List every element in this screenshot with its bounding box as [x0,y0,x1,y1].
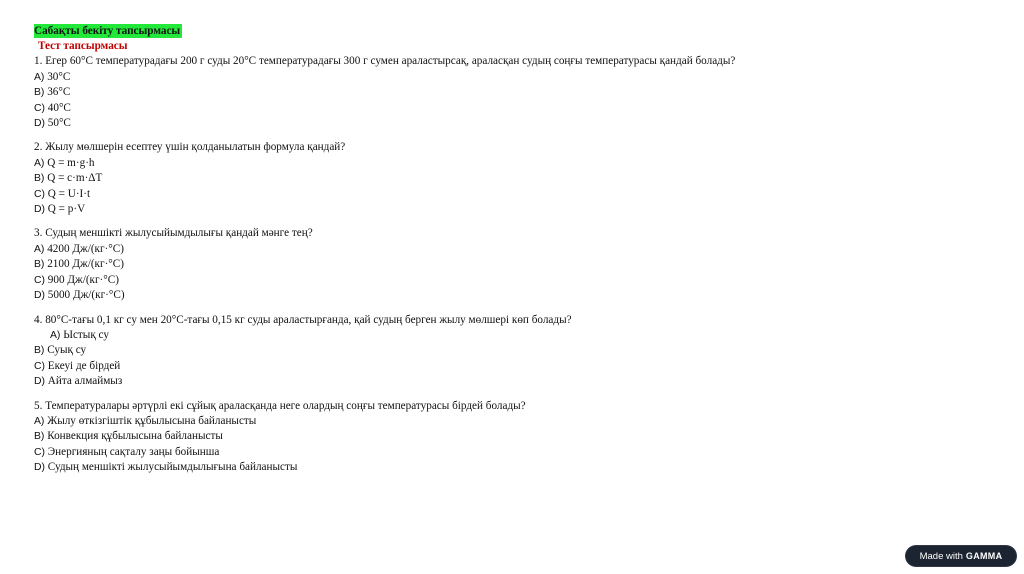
option-c [34,359,794,374]
option-text: Екеуі де бірдей [44,359,121,372]
option-b [34,429,794,444]
option-d [34,460,794,475]
option-a [34,242,794,257]
slide-content [34,24,794,476]
option-a [34,414,794,429]
option-letter: D) [34,376,45,388]
option-d [34,202,794,217]
option-a [34,328,794,343]
option-text: Q = m·g·h [44,156,95,169]
question-3 [34,226,794,303]
option-text: Энергияның сақталу заңы бойынша [44,445,220,458]
option-letter: B) [34,87,45,99]
option-text: Q = p·V [44,203,86,216]
option-text: Конвекция құбылысына байланысты [44,430,223,443]
question-1 [34,54,794,131]
option-letter: C) [34,102,45,114]
option-letter: A) [50,329,61,341]
question-text: 4. 80°C-тағы 0,1 кг су мен 20°C-тағы 0,15 кг суды араластырғанда, қай судың берген жылу мөлшері көп болады? [34,313,572,326]
option-c [34,273,794,288]
option-text: Суық су [44,344,87,357]
option-a [34,156,794,171]
option-letter: C) [34,360,45,372]
option-b [34,171,794,186]
badge-prefix: Made with [919,550,963,562]
option-text: Q = c·m·ΔT [44,172,103,185]
option-text: Судың меншікті жылусыйымдылығына байланысты [44,461,298,474]
question-text: 1. Егер 60°C температурадағы 200 г суды 20°C температурадағы 300 г сумен араластырсақ, араласқан судың соңғы температурасы қандай болады? [34,55,736,68]
option-c [34,187,794,202]
option-letter: B) [34,173,45,185]
option-letter: D) [34,462,45,474]
option-text: 5000 Дж/(кг·°C) [44,289,125,302]
option-letter: C) [34,446,45,458]
option-b [34,343,794,358]
option-letter: A) [34,243,45,255]
option-text: 50°C [44,117,71,130]
option-text: Жылу өткізгіштік құбылысына байланысты [44,414,257,427]
option-c [34,445,794,460]
question-text: 5. Температуралары әртүрлі екі сұйық араласқанда неге олардың соңғы температурасы бірдей болады? [34,399,526,412]
slide-title: Сабақты бекіту тапсырмасы [34,25,181,37]
option-text: 36°C [44,86,71,99]
question-2 [34,140,794,217]
option-d [34,116,794,131]
slide-subtitle: Тест тапсырмасы [38,40,128,53]
option-a [34,70,794,85]
option-letter: A) [34,157,45,169]
option-letter: B) [34,431,45,443]
option-letter: B) [34,345,45,357]
option-letter: D) [34,290,45,302]
option-b [34,85,794,100]
question-4 [34,313,794,390]
option-letter: A) [34,71,45,83]
option-text: Айта алмаймыз [44,375,123,388]
gamma-logo: GAMMA [965,551,1003,561]
option-letter: C) [34,188,45,200]
option-text: 900 Дж/(кг·°C) [44,273,119,286]
option-text: 30°C [44,70,71,83]
option-d [34,374,794,389]
option-d [34,288,794,303]
option-text: 40°C [44,101,71,114]
option-letter: D) [34,118,45,130]
option-c [34,101,794,116]
option-letter: D) [34,204,45,216]
question-text: 3. Судың меншікті жылусыйымдылығы қандай мәнге тең? [34,227,313,240]
question-text: 2. Жылу мөлшерін есептеу үшін қолданылатын формула қандай? [34,141,346,154]
question-5 [34,399,794,476]
option-text: Ыстық су [60,328,109,341]
option-letter: C) [34,274,45,286]
made-with-gamma-badge[interactable] [906,546,1016,566]
option-text: 2100 Дж/(кг·°C) [44,258,124,271]
title-row [34,24,794,39]
option-text: 4200 Дж/(кг·°C) [44,242,124,255]
option-b [34,257,794,272]
option-letter: A) [34,415,45,427]
option-letter: B) [34,259,45,271]
option-text: Q = U·I·t [44,187,91,200]
